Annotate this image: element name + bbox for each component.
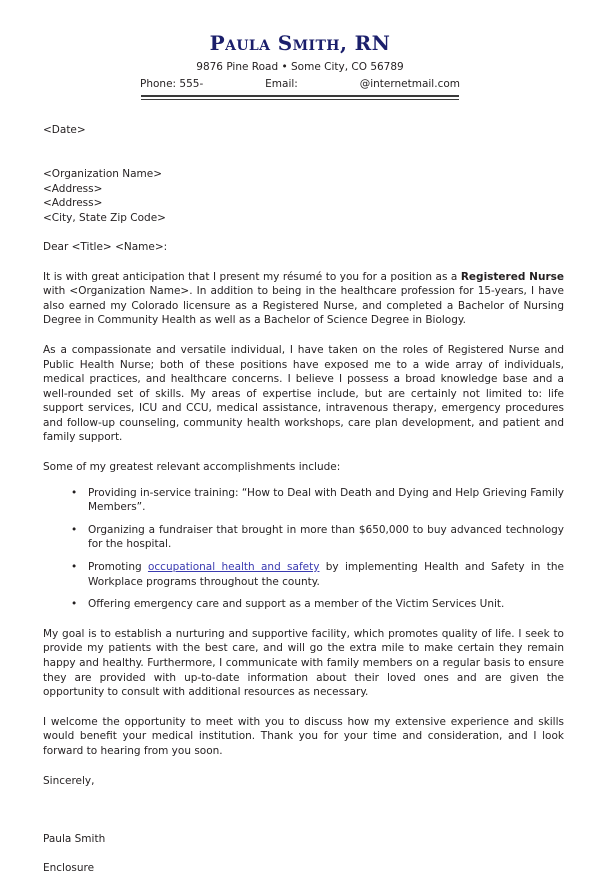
list-item-text-suffix: by implementing Health and Safety in the Workplace programs throughout the county.: [88, 561, 564, 588]
sender-email-label: Email:: [265, 77, 298, 90]
recipient-address-1: <Address>: [43, 182, 103, 195]
recipient-city-state-zip: <City, State Zip Code>: [43, 211, 166, 224]
spacer: [43, 817, 564, 832]
recipient-organization: <Organization Name>: [43, 167, 163, 180]
spacer: [43, 788, 564, 803]
sender-contact-row: [140, 78, 460, 91]
spacer: [43, 759, 564, 774]
spacer: [43, 255, 564, 270]
paragraph-1-bold-phrase: Registered Nurse: [460, 270, 564, 283]
accomplishments-intro: Some of my greatest relevant accomplishments include:: [43, 461, 341, 474]
paragraph-1-part-2: with <Organization Name>. In addition to being in the healthcare profession for 15-years, I have also earned my Colorado licensure as a Registered Nurse, and completed a Bachelor of Nursing Degree in Community Health as well as a Bachelor of Science Degree in Biology.: [43, 285, 564, 327]
sign-off: Sincerely,: [43, 774, 95, 787]
list-item: [43, 560, 564, 589]
bullet-icon: •: [71, 523, 78, 536]
recipient-address-2: <Address>: [43, 197, 103, 210]
list-item: [43, 523, 564, 552]
paragraph-4: I welcome the opportunity to meet with you to discuss how my extensive experience and skills would benefit your medical institution. Thank you for your time and consideration, and I look forward to hearing from you soon.: [43, 715, 564, 757]
list-item-text: Providing in-service training: “How to Deal with Death and Dying and Help Grieving Family Members”.: [88, 486, 564, 514]
occupational-health-and-safety-link[interactable]: occupational health and safety: [147, 561, 320, 574]
paragraph-2: As a compassionate and versatile individual, I have taken on the roles of Registered Nurse and Public Health Nurse; both of these positions have exposed me to a wide array of individuals, medical practices, and healthcare concerns. I believe I possess a broad knowledge base and a well-rounded set of skills. My areas of expertise include, but are certainly not limited to: life support services, ICU and CCU, medical assistance, intravenous therapy, emergency procedures and follow-up counseling, community health workshops, care plan development, and patient and family support.: [43, 343, 564, 444]
list-item-text-prefix: Promoting: [88, 561, 148, 574]
bullet-icon: •: [71, 561, 78, 574]
sender-phone: Phone: 555-: [140, 77, 204, 90]
spacer: [43, 225, 564, 240]
letter-body: [0, 123, 600, 876]
list-item: [43, 597, 564, 612]
bullet-icon: •: [71, 486, 78, 499]
spacer: [43, 138, 564, 153]
paragraph-1: [43, 270, 564, 328]
sender-name-heading: Paula Smith, RN: [209, 31, 391, 55]
list-item-text: Organizing a fundraiser that brought in more than $650,000 to buy advanced technology for the hospital.: [88, 523, 564, 551]
paragraph-3: My goal is to establish a nurturing and supportive facility, which promotes quality of life. I seek to provide my patients with the best care, and will go the extra mile to make certain they remain happy and healthy. Furthermore, I communicate with family members on a regular basis to ensure they are provided with up-to-date information about their loved ones and are given the opportunity to consult with additional resources as necessary.: [43, 627, 564, 699]
bullet-icon: •: [71, 598, 78, 611]
spacer: [43, 847, 564, 862]
spacer: [43, 803, 564, 818]
spacer: [43, 328, 564, 343]
letterhead: [0, 0, 600, 100]
sender-address: 9876 Pine Road • Some City, CO 56789: [196, 61, 404, 73]
spacer: [43, 445, 564, 460]
enclosure-note: Enclosure: [43, 862, 95, 875]
signer-name: Paula Smith: [43, 832, 106, 845]
paragraph-1-part-1: It is with great anticipation that I present my résumé to you for a position as a: [43, 270, 461, 283]
spacer: [43, 475, 564, 486]
sender-email-value: @internetmail.com: [359, 77, 460, 90]
accomplishments-list: [43, 486, 564, 612]
salutation: Dear <Title> <Name>:: [43, 240, 168, 253]
list-item-text: Offering emergency care and support as a member of the Victim Services Unit.: [88, 598, 505, 611]
list-item: [43, 486, 564, 515]
spacer: [43, 152, 564, 167]
date-placeholder: <Date>: [43, 124, 86, 137]
spacer: [43, 700, 564, 715]
letterhead-divider: [141, 95, 459, 100]
spacer: [43, 612, 564, 627]
